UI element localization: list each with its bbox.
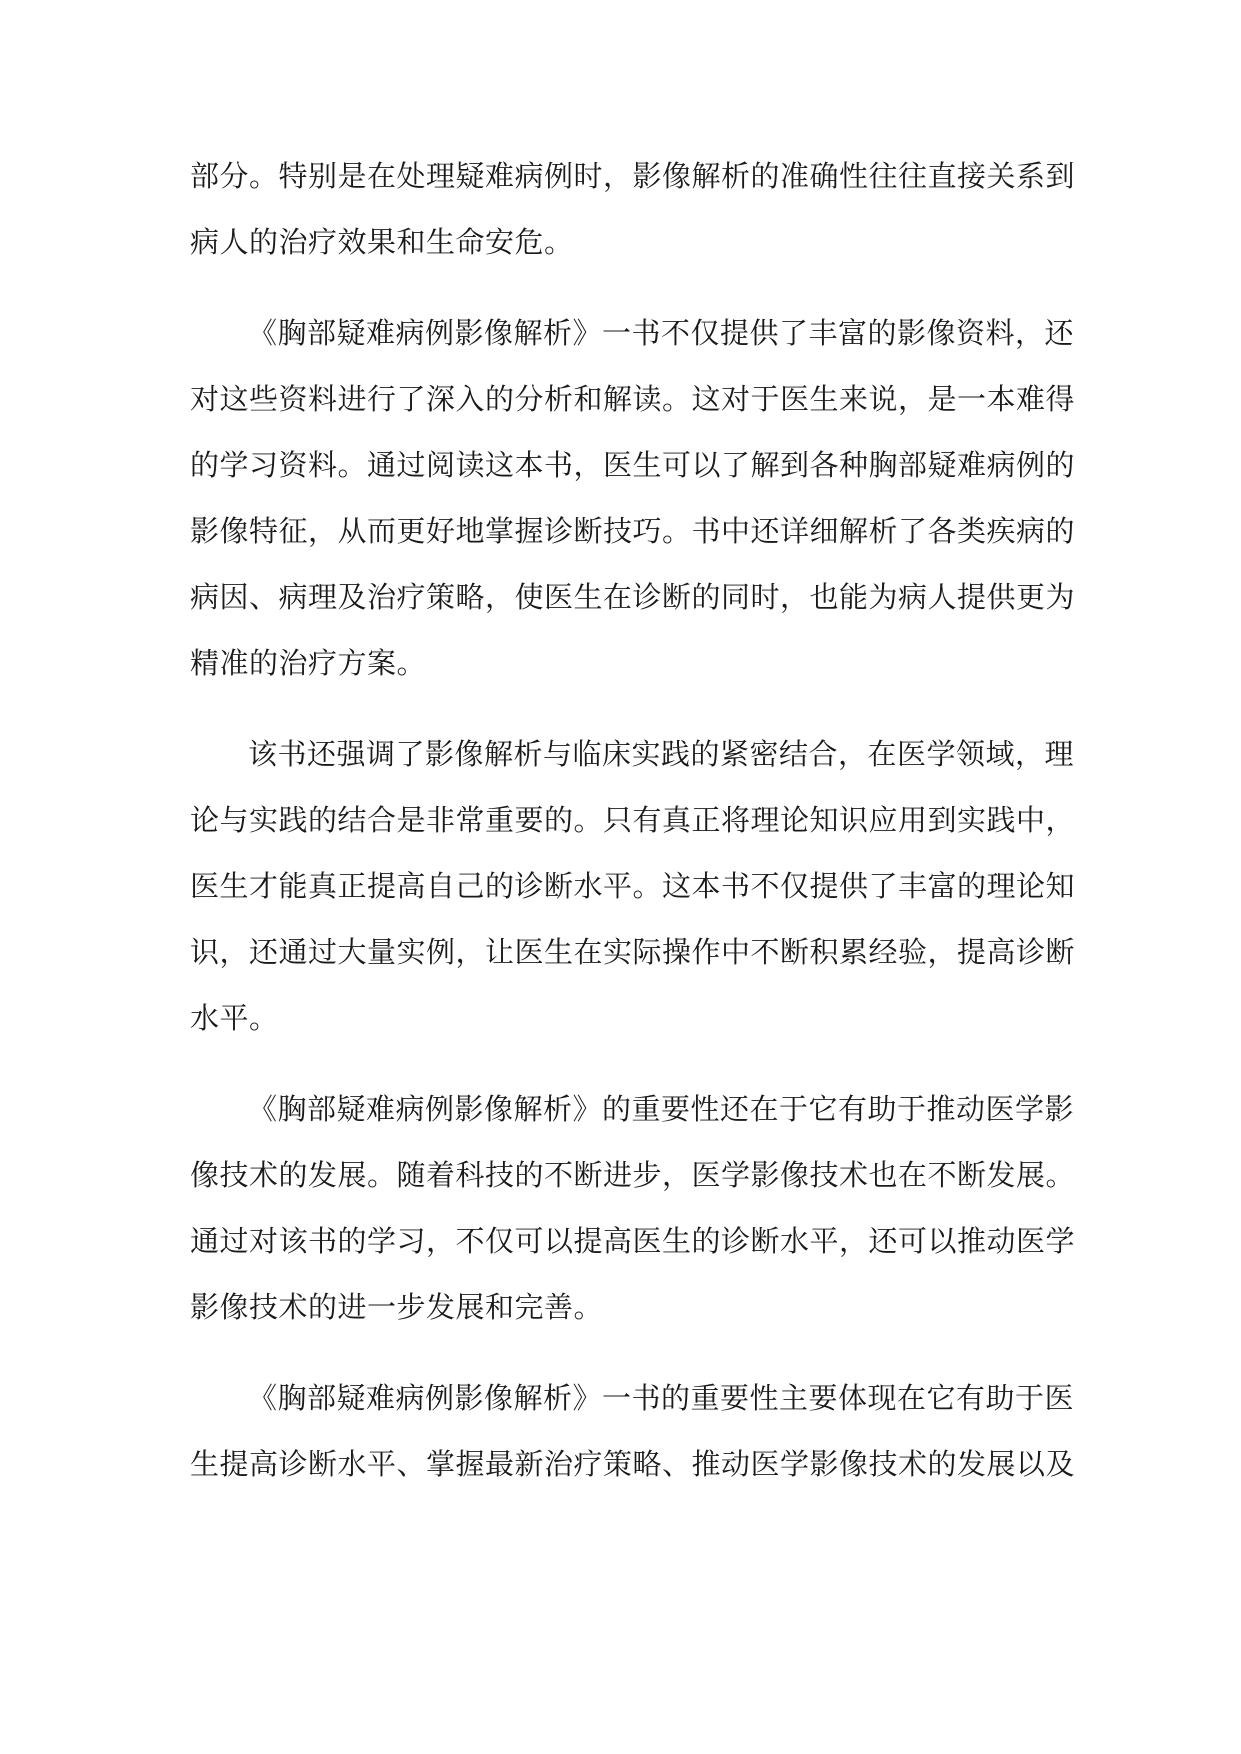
paragraph-line: 医生才能真正提高自己的诊断水平。这本书不仅提供了丰富的理论知: [190, 869, 1076, 903]
paragraph-line: 影像特征，从而更好地掌握诊断技巧。书中还详细解析了各类疾病的: [190, 514, 1076, 548]
paragraph-line: 生提高诊断水平、掌握最新治疗策略、推动医学影像技术的发展以及: [190, 1447, 1076, 1481]
paragraph-4: [190, 1076, 1076, 1340]
paragraph-line: 像技术的发展。随着科技的不断进步，医学影像技术也在不断发展。: [190, 1158, 1076, 1192]
paragraph-line: 对这些资料进行了深入的分析和解读。这对于医生来说，是一本难得: [190, 382, 1076, 416]
paragraph-line: 水平。: [190, 1001, 279, 1035]
paragraph-5: [190, 1365, 1076, 1497]
paragraph-line: 论与实践的结合是非常重要的。只有真正将理论知识应用到实践中，: [190, 803, 1076, 837]
paragraph-3: [190, 721, 1076, 1051]
paragraph-line: 该书还强调了影像解析与临床实践的紧密结合，在医学领域，理: [248, 737, 1075, 771]
paragraph-line: 《胸部疑难病例影像解析》的重要性还在于它有助于推动医学影: [248, 1092, 1075, 1126]
paragraph-line: 部分。特别是在处理疑难病例时，影像解析的准确性往往直接关系到: [190, 159, 1076, 193]
paragraph-line: 识，还通过大量实例，让医生在实际操作中不断积累经验，提高诊断: [190, 935, 1076, 969]
paragraph-1: [190, 143, 1076, 275]
paragraph-line: 《胸部疑难病例影像解析》一书不仅提供了丰富的影像资料，还: [248, 316, 1075, 350]
document-body: [190, 143, 1076, 1522]
paragraph-line: 病人的治疗效果和生命安危。: [190, 225, 574, 259]
paragraph-line: 通过对该书的学习，不仅可以提高医生的诊断水平，还可以推动医学: [190, 1224, 1076, 1258]
paragraph-2: [190, 300, 1076, 696]
paragraph-line: 影像技术的进一步发展和完善。: [190, 1290, 604, 1324]
paragraph-line: 精准的治疗方案。: [190, 646, 427, 680]
paragraph-line: 的学习资料。通过阅读这本书，医生可以了解到各种胸部疑难病例的: [190, 448, 1076, 482]
paragraph-line: 病因、病理及治疗策略，使医生在诊断的同时，也能为病人提供更为: [190, 580, 1076, 614]
paragraph-line: 《胸部疑难病例影像解析》一书的重要性主要体现在它有助于医: [248, 1381, 1075, 1415]
